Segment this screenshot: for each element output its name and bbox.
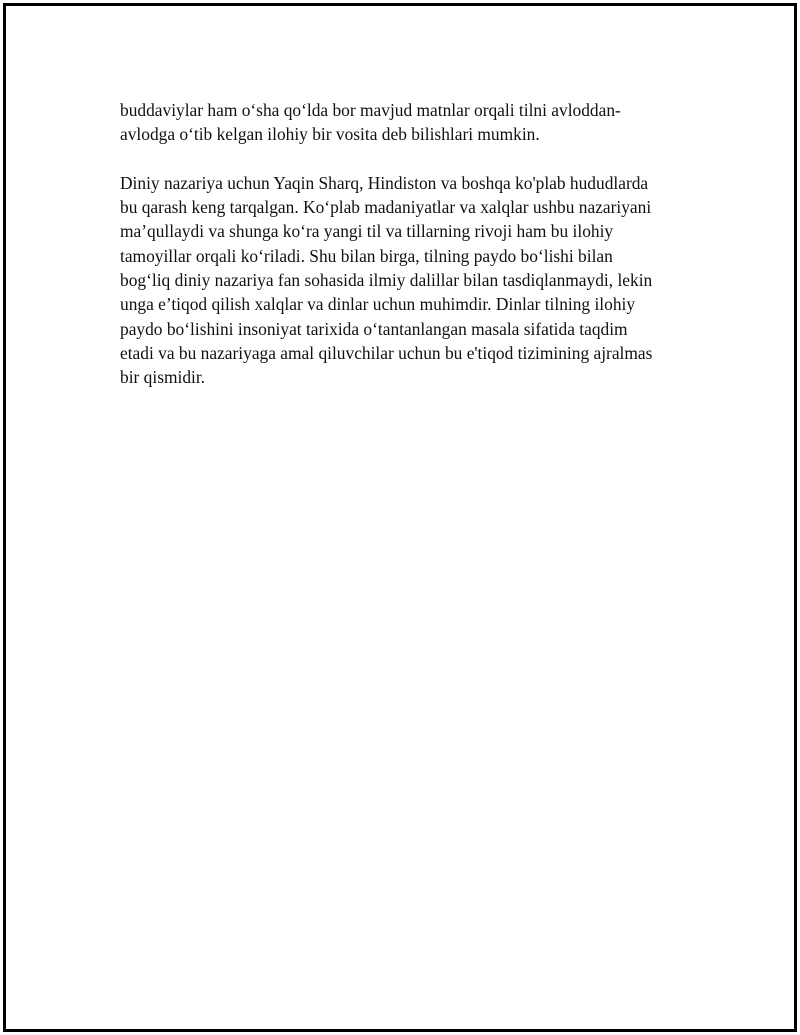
text-line: bir qismidir.	[120, 367, 206, 388]
text-line: avlodga o‘tib kelgan ilohiy bir vosita deb bilishlari mumkin.	[120, 124, 540, 145]
document-page	[3, 3, 797, 1032]
text-line: unga e’tiqod qilish xalqlar va dinlar uchun muhimdir. Dinlar tilning ilohiy	[120, 294, 636, 315]
text-line: Diniy nazariya uchun Yaqin Sharq, Hindiston va boshqa ko'plab hududlarda	[120, 172, 649, 193]
text-line: paydo bo‘lishini insoniyat tarixida o‘tantanlangan masala sifatida taqdim	[120, 318, 628, 339]
text-line: etadi va bu nazariyaga amal qiluvchilar uchun bu e'tiqod tizimining ajralmas	[120, 342, 653, 363]
text-line: bu qarash keng tarqalgan. Ko‘plab madaniyatlar va xalqlar ushbu nazariyani	[120, 197, 652, 218]
text-line: ma’qullaydi va shunga ko‘ra yangi til va tillarning rivoji ham bu ilohiy	[120, 221, 614, 242]
paragraph-spacer	[120, 147, 700, 171]
text-line: bog‘liq diniy nazariya fan sohasida ilmiy dalillar bilan tasdiqlanmaydi, lekin	[120, 270, 653, 291]
paragraph-2	[120, 171, 700, 390]
document-body	[120, 98, 700, 390]
text-line: buddaviylar ham o‘sha qo‘lda bor mavjud matnlar orqali tilni avloddan-	[120, 100, 621, 120]
paragraph-1	[120, 98, 700, 147]
text-line: tamoyillar orqali ko‘riladi. Shu bilan birga, tilning paydo bo‘lishi bilan	[120, 245, 613, 266]
